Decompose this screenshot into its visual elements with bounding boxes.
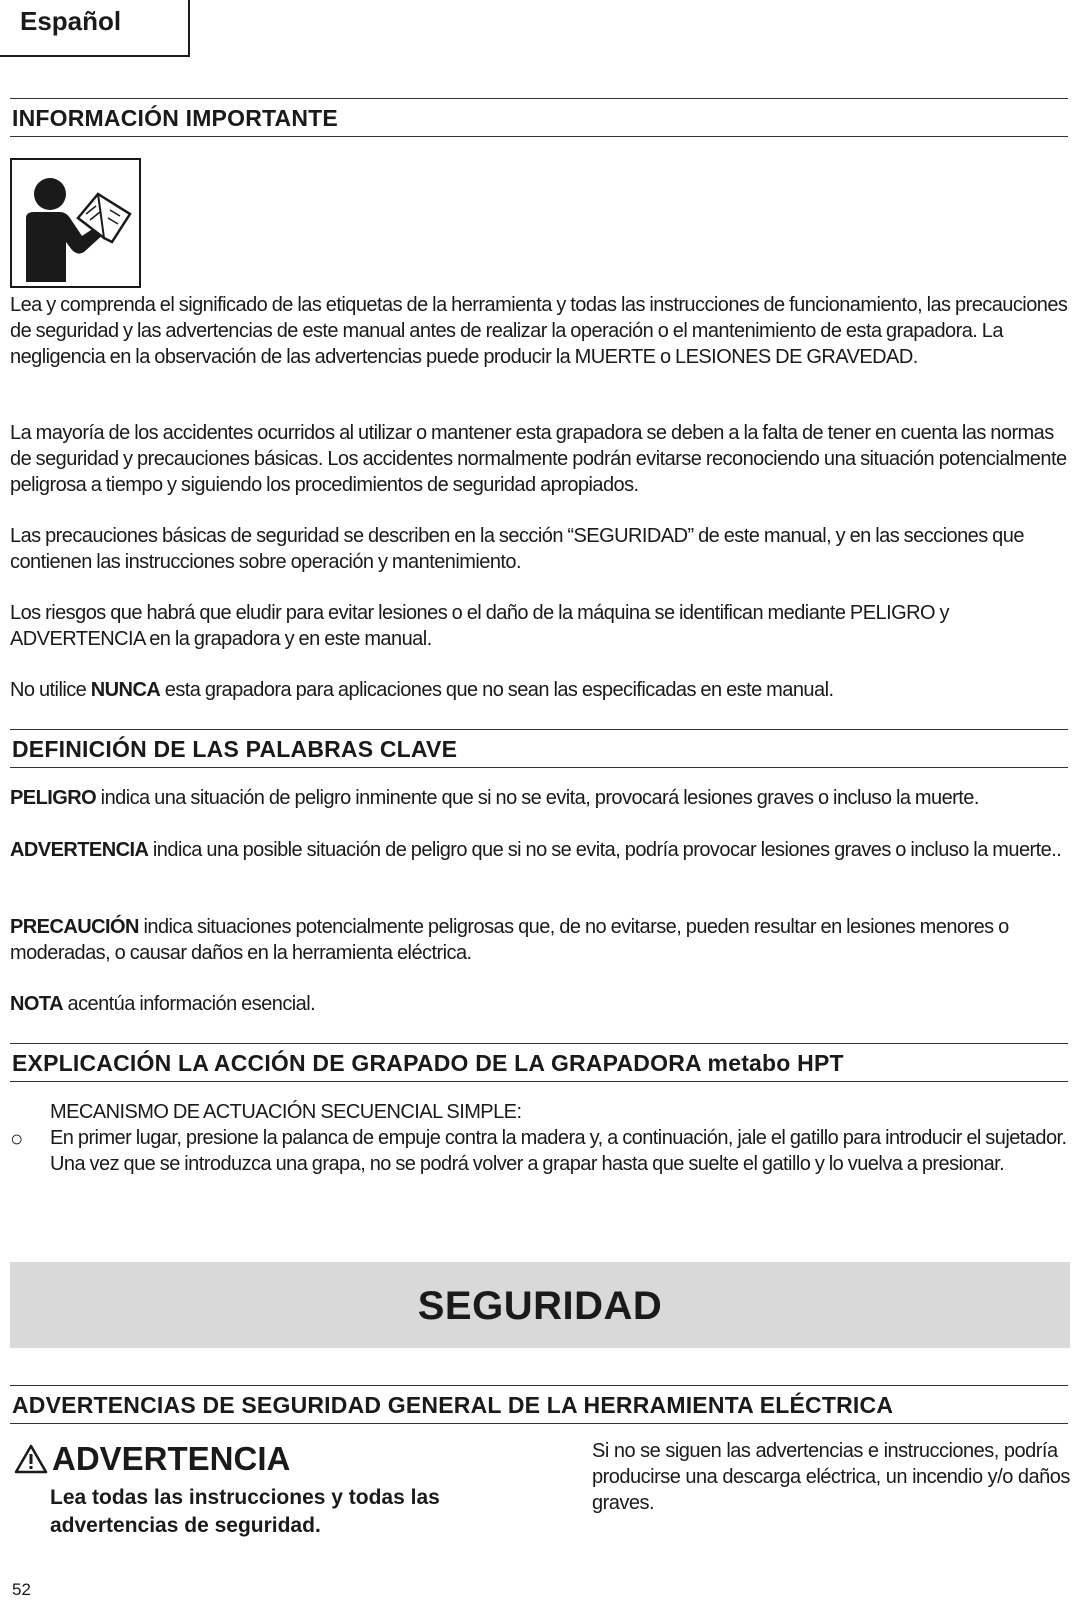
caution-term: PRECAUCIÓN <box>10 916 139 938</box>
caution-text: indica situaciones potencialmente peligrosas que, de no evitarse, pueden resultar en lesiones menores o moderadas, o causar daños en la herramienta eléctrica. <box>10 916 1009 964</box>
danger-term: PELIGRO <box>10 787 97 809</box>
warning-text: indica una posible situación de peligro que si no se evita, podría provocar lesiones graves o incluso la muerte.. <box>148 839 1062 861</box>
warning-title: ADVERTENCIA <box>52 1440 291 1477</box>
warning-term: ADVERTENCIA <box>10 839 149 861</box>
info-paragraph-3: Las precauciones básicas de seguridad se describen en la sección “SEGURIDAD” de este manual, y en las secciones que contienen las instrucciones sobre operación y mantenimiento. <box>10 525 1024 573</box>
safety-banner-title: SEGURIDAD <box>417 1284 663 1328</box>
read-manual-icon <box>10 158 141 288</box>
warning-triangle-icon <box>14 1444 48 1474</box>
never-suffix: esta grapadora para aplicaciones que no sean las especificadas en este manual. <box>160 679 834 701</box>
definition-note <box>10 991 1070 1017</box>
warning-consequence-text: Si no se siguen las advertencias e instrucciones, podría producirse una descarga eléctrica, un incendio y/o daños graves. <box>592 1440 1070 1514</box>
info-paragraph-4: Los riesgos que habrá que eludir para evitar lesiones o el daño de la máquina se identifican mediante PELIGRO y ADVERTENCIA en la grapadora y en este manual. <box>10 602 949 650</box>
mechanism-line-1: En primer lugar, presione la palanca de empuje contra la madera y, a continuación, jale el gatillo para introducir el sujetador. <box>50 1127 1067 1149</box>
explanation-heading: EXPLICACIÓN LA ACCIÓN DE GRAPADO DE LA GRAPADORA metabo HPT <box>10 1043 1068 1082</box>
note-term: NOTA <box>10 993 63 1015</box>
definition-caution <box>10 914 1070 966</box>
definition-warning <box>10 837 1070 863</box>
language-tab <box>0 0 190 57</box>
mechanism-title: MECANISMO DE ACTUACIÓN SECUENCIAL SIMPLE: <box>50 1101 522 1123</box>
definitions-heading: DEFINICIÓN DE LAS PALABRAS CLAVE <box>10 729 1068 768</box>
general-warnings-heading: ADVERTENCIAS DE SEGURIDAD GENERAL DE LA HERRAMIENTA ELÉCTRICA <box>10 1385 1068 1424</box>
info-paragraph-2: La mayoría de los accidentes ocurridos al utilizar o mantener esta grapadora se deben a la falta de tener en cuenta las normas de seguridad y precauciones básicas. Los accidentes normalmente podrán evitarse reconociendo una situación potencialmente peligrosa a tiempo y siguiendo los procedimientos de seguridad apropiados. <box>10 422 1067 496</box>
page-number: 52 <box>12 1580 31 1599</box>
language-label: Español <box>20 6 122 36</box>
mechanism-line-2: Una vez que se introduzca una grapa, no se podrá volver a grapar hasta que suelte el gatillo y lo vuelva a presionar. <box>50 1153 1005 1175</box>
definition-danger <box>10 785 1070 811</box>
warning-title-row <box>14 1440 290 1478</box>
never-prefix: No utilice <box>10 679 91 701</box>
note-text: acentúa información esencial. <box>62 993 316 1015</box>
safety-banner <box>10 1262 1070 1348</box>
explanation-body <box>50 1099 1070 1177</box>
bullet-circle-icon: ○ <box>10 1126 24 1151</box>
info-paragraph-5 <box>10 677 1070 703</box>
danger-text: indica una situación de peligro inminente que si no se evita, provocará lesiones graves o incluso la muerte. <box>96 787 979 809</box>
info-heading: INFORMACIÓN IMPORTANTE <box>10 98 1068 137</box>
info-paragraph-1: Lea y comprenda el significado de las etiquetas de la herramienta y todas las instrucciones de funcionamiento, las precauciones de seguridad y las advertencias de este manual antes de realizar la operación o el mantenimiento de esta grapadora. La negligencia en la observación de las advertencias puede producir la MUERTE o LESIONES DE GRAVEDAD. <box>10 294 1068 368</box>
never-bold: NUNCA <box>90 679 161 701</box>
warning-subtitle: Lea todas las instrucciones y todas las advertencias de seguridad. <box>50 1486 440 1537</box>
